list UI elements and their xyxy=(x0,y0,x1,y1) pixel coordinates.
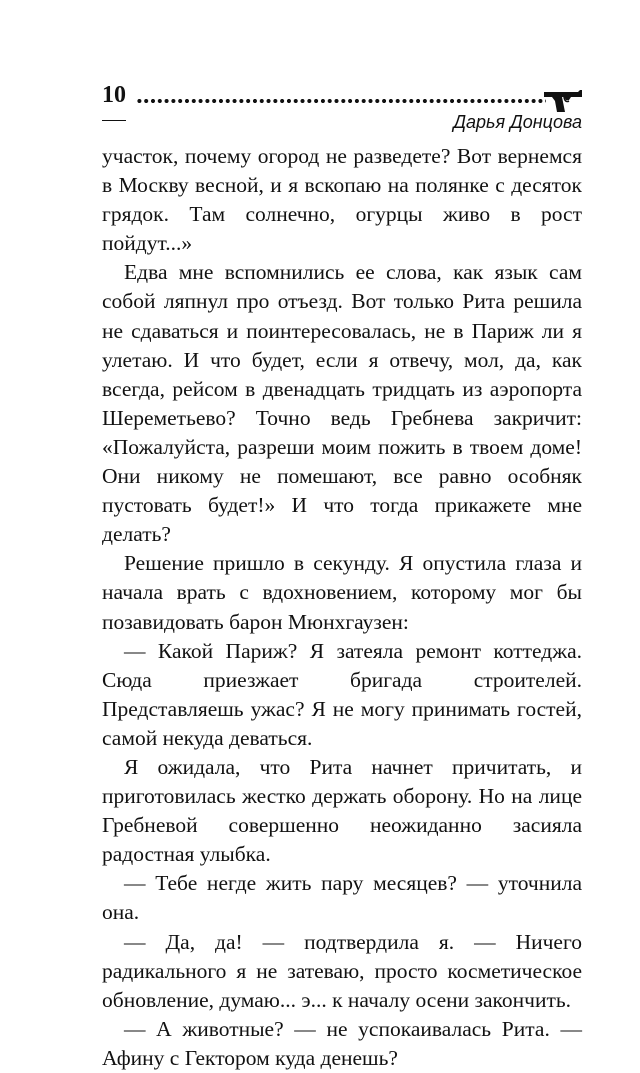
author-name: Дарья Донцова xyxy=(453,112,582,132)
paragraph: Едва мне вспомнились ее слова, как язык сам собой ляпнул про отъезд. Вот только Рита решила не сдаваться и поинтересовалась, не в Париж ли я улетаю. И что будет, если я отвечу, мол, да, как всегда, рейсом в двенадцать тридцать из аэропорта Шереметьево? Точно ведь Гребнева закричит: «Пожалуйста, разреши моим пожить в твоем доме! Они никому не помешают, все равно особняк пустовать будет!» И что тогда прикажете мне делать? xyxy=(102,260,582,547)
dotted-leader xyxy=(136,97,546,105)
paragraph: Я ожидала, что Рита начнет причитать, и приготовилась жестко держать оборону. Но на лице Гребневой совершенно неожиданно засияла радостная улыбка. xyxy=(102,754,582,867)
page-number: 10 xyxy=(102,82,126,108)
paragraph: — Да, да! — подтвердила я. — Ничего радикального я не затеваю, просто косметическое обновление, думаю... э... к началу осени закончить. xyxy=(102,929,582,1012)
page-body xyxy=(102,142,582,1073)
paragraph: — Тебе негде жить пару месяцев? — уточнила она. xyxy=(102,871,582,925)
paragraph: — Какой Париж? Я затеяла ремонт коттеджа. Сюда приезжает бригада строителей. Представляешь ужас? Я не могу принимать гостей, самой некуда деваться. xyxy=(102,638,582,750)
paragraph: — А животные? — не успокаивалась Рита. — Афину с Гектором куда денешь? xyxy=(102,1016,582,1070)
page-header xyxy=(102,80,582,136)
paragraph: Решение пришло в секунду. Я опустила глаза и начала врать с вдохновением, которому мог бы позавидовать барон Мюнхгаузен: xyxy=(102,551,582,634)
paragraph: участок, почему огород не разведете? Вот вернемся в Москву весной, и я вскопаю на полянке с десяток грядок. Там солнечно, огурцы живо в рост пойдут...» xyxy=(102,144,582,256)
header-rule xyxy=(102,120,126,121)
